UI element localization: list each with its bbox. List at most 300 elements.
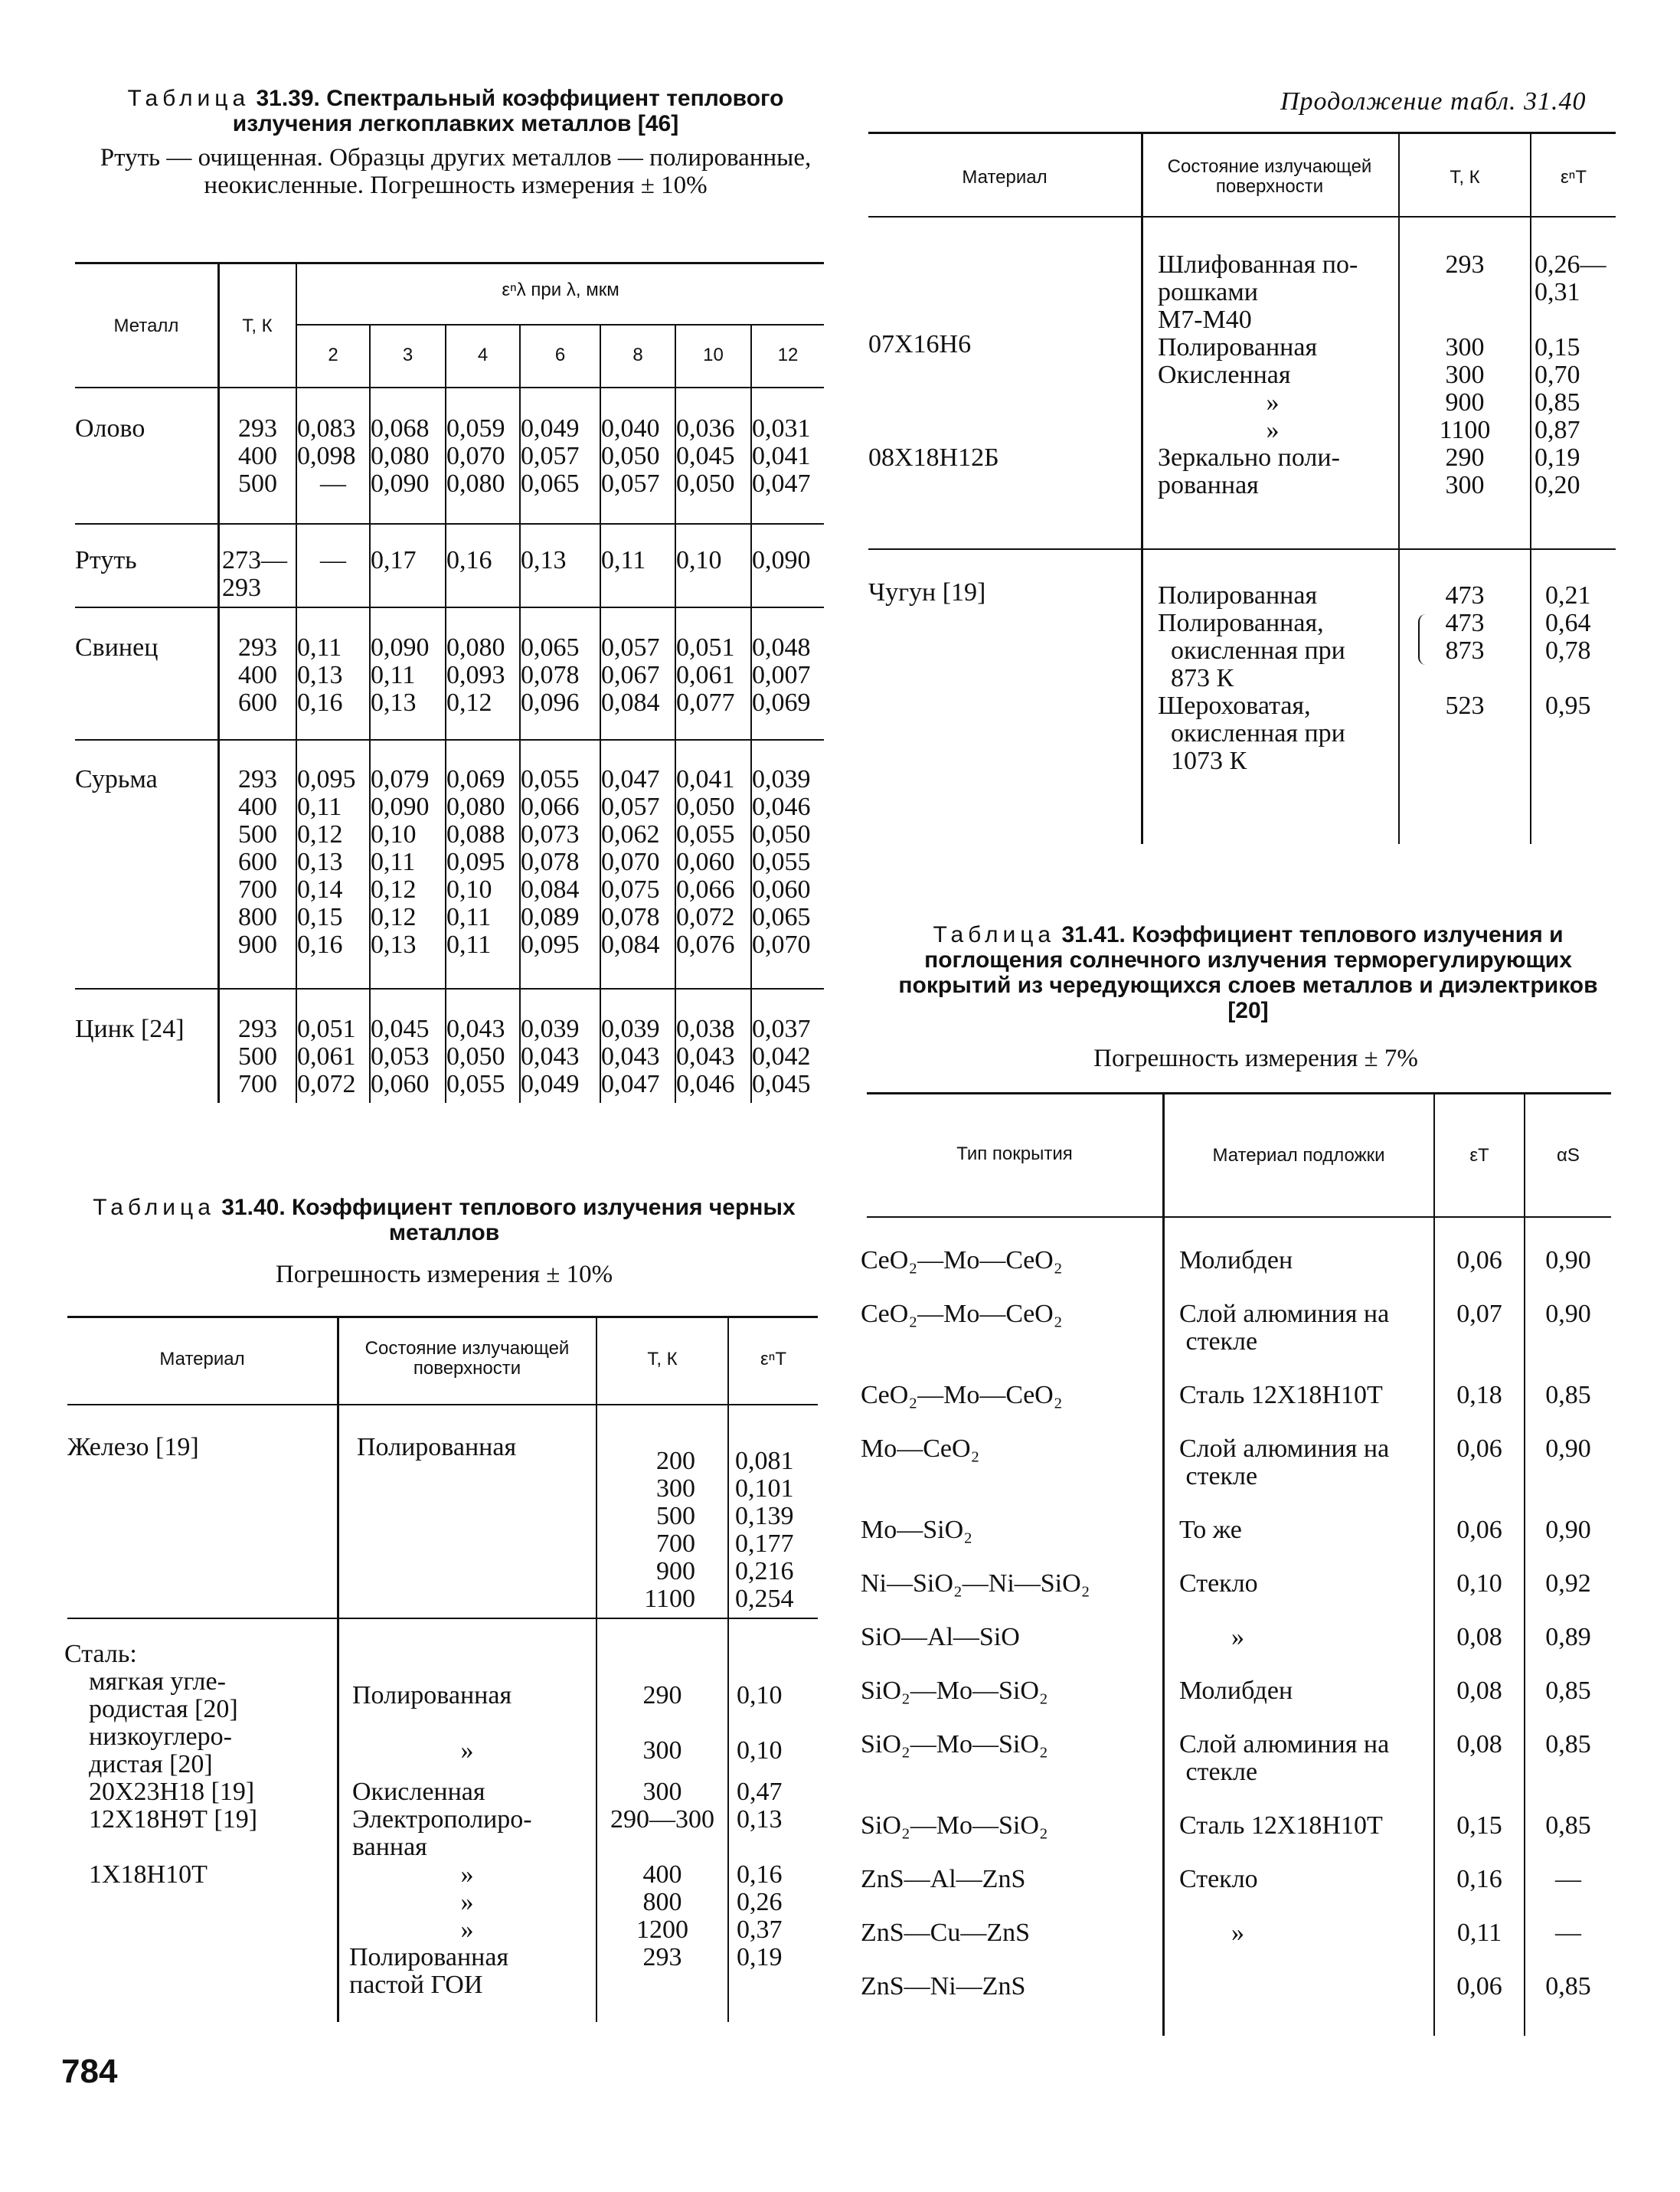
temperature-value: 300: [642, 1778, 682, 1806]
absorptivity-value: 0,92: [1545, 1569, 1591, 1598]
temperature-value: 600: [238, 848, 277, 876]
temperature-value: 293: [238, 1015, 277, 1043]
surface-state: »: [1266, 388, 1280, 417]
coating-type: Ni—SiO₂—Ni—SiO₂: [861, 1569, 1090, 1598]
metal-name: Сурьма: [75, 765, 158, 793]
emissivity-value: 0,13: [371, 689, 417, 717]
emissivity-value: 0,061: [297, 1042, 356, 1071]
emissivity-value: 0,083: [297, 414, 356, 443]
coating-type: ZnS—Ni—ZnS: [861, 1972, 1026, 2001]
emissivity-value: 0,045: [752, 1070, 811, 1098]
emissivity-value: 0,066: [676, 875, 735, 904]
t40-header-rule: [67, 1404, 818, 1405]
emissivity-value: 0,051: [297, 1015, 356, 1043]
emissivity-value: 0,079: [371, 765, 430, 793]
table-31-39-caption: [77, 86, 835, 136]
table-31-40-label: Таблица: [93, 1195, 215, 1220]
emissivity-value: 0,073: [521, 820, 580, 849]
temperature-value: 300: [1445, 471, 1485, 499]
t39-header-wl: 12: [777, 345, 799, 365]
coating-type: CeO₂—Mo—CeO₂: [861, 1300, 1063, 1328]
temperature-value: 300: [1445, 361, 1485, 389]
surface-state: »: [460, 1860, 474, 1889]
t40c-header-rule: [868, 216, 1616, 218]
table-31-41-title: 31.41. Коэффициент теплового излучения и поглощения солнечного излучения терморегулирующих покрытий из чередующихся слоев металлов и диэлектриков [20]: [898, 922, 1598, 1023]
surface-state: »: [1266, 416, 1280, 444]
absorptivity-value: 0,90: [1545, 1435, 1591, 1463]
surface-state: Окисленная: [1158, 361, 1291, 389]
t40-col-rule: [727, 1317, 729, 2022]
material-name: 07Х16Н6: [868, 330, 972, 358]
t39-header-eps: εⁿλ при λ, мкм: [502, 280, 619, 300]
metal-name: Свинец: [75, 633, 159, 662]
temperature-value: 293: [642, 1943, 682, 1971]
absorptivity-value: 0,90: [1545, 1516, 1591, 1544]
emissivity-value: 0,080: [446, 633, 505, 662]
emissivity-value: 0,049: [521, 1070, 580, 1098]
material-name: 12Х18Н9Т [19]: [89, 1805, 258, 1834]
emissivity-value: 0,06: [1456, 1516, 1502, 1544]
emissivity-value: 0,10: [446, 875, 492, 904]
t40-col-rule: [337, 1317, 339, 2022]
material-name: Сталь:: [64, 1640, 137, 1668]
emissivity-value: 0,090: [752, 546, 811, 574]
emissivity-value: 0,10: [737, 1736, 783, 1765]
emissivity-value: 0,06: [1456, 1435, 1502, 1463]
substrate-material: Слой алюминия на стекле: [1179, 1300, 1390, 1356]
surface-state: Полированная, окисленная при 873 К: [1158, 609, 1345, 692]
coating-type: Mo—CeO₂: [861, 1435, 980, 1463]
t39-row-rule: [75, 739, 824, 741]
absorptivity-value: 0,90: [1545, 1300, 1591, 1328]
t40-row-rule: [67, 1618, 818, 1619]
emissivity-value: 0,066: [521, 793, 580, 821]
temperature-value: 1200: [636, 1916, 688, 1944]
temperature-value: 300: [642, 1736, 682, 1765]
surface-state: »: [460, 1916, 474, 1944]
t40-header-temp: Т, К: [647, 1349, 678, 1369]
emissivity-value: 0,11: [297, 633, 342, 662]
surface-state: Шероховатая, окисленная при 1073 К: [1158, 692, 1345, 775]
emissivity-value: 0,13: [371, 931, 417, 959]
emissivity-value: 0,076: [676, 931, 735, 959]
surface-state: Электрополиро- ванная: [352, 1805, 532, 1861]
temperature-value: 273—: [222, 546, 287, 574]
emissivity-value: 0,059: [446, 414, 505, 443]
surface-state: Окисленная: [352, 1778, 485, 1806]
emissivity-value: 0,060: [676, 848, 735, 876]
emissivity-value: 0,050: [676, 793, 735, 821]
temperature-value: 700: [238, 875, 277, 904]
emissivity-value: 0,043: [676, 1042, 735, 1071]
emissivity-value: 0,95: [1545, 692, 1591, 720]
t39-row-rule: [75, 523, 824, 525]
emissivity-value: 0,16: [446, 546, 492, 574]
emissivity-value: 0,049: [521, 414, 580, 443]
t40c-col-rule: [1530, 133, 1531, 844]
emissivity-value: 0,37: [737, 1916, 783, 1944]
emissivity-value: 0,15: [297, 903, 343, 931]
emissivity-value: 0,061: [676, 661, 735, 689]
t41-col-rule: [1433, 1094, 1435, 2036]
substrate-material: »: [1231, 1623, 1244, 1651]
t41-header-type: Тип покрытия: [956, 1143, 1073, 1164]
t39-header-rule: [75, 387, 824, 388]
emissivity-value: 0,101: [735, 1474, 794, 1503]
emissivity-value: 0,254: [735, 1585, 794, 1613]
emissivity-value: 0,06: [1456, 1246, 1502, 1274]
emissivity-value: 0,075: [601, 875, 660, 904]
emissivity-value: 0,081: [735, 1447, 794, 1475]
temperature-value: 400: [238, 793, 277, 821]
emissivity-value: 0,87: [1535, 416, 1580, 444]
material-name: 20Х23Н18 [19]: [89, 1778, 255, 1806]
surface-state: »: [460, 1736, 474, 1765]
emissivity-value: 0,047: [752, 469, 811, 498]
emissivity-value: 0,080: [446, 469, 505, 498]
emissivity-value: 0,057: [601, 469, 660, 498]
absorptivity-value: 0,85: [1545, 1677, 1591, 1705]
emissivity-value: 0,12: [371, 875, 417, 904]
emissivity-value: 0,11: [297, 793, 342, 821]
metal-name: Ртуть: [75, 546, 137, 574]
page-number: 784: [61, 2053, 118, 2090]
emissivity-value: 0,045: [676, 442, 735, 470]
substrate-material: Сталь 12Х18Н10Т: [1179, 1811, 1383, 1840]
substrate-material: Слой алюминия на стекле: [1179, 1435, 1390, 1490]
emissivity-value: 0,047: [601, 765, 660, 793]
emissivity-value: 0,047: [601, 1070, 660, 1098]
t39-header-wl: 10: [703, 345, 724, 365]
t39-header-wl: 4: [477, 345, 489, 365]
temperature-value: 293: [238, 633, 277, 662]
temperature-value: 293: [222, 574, 261, 602]
temperature-value: 500: [238, 469, 277, 498]
emissivity-value: 0,078: [521, 848, 580, 876]
emissivity-value: 0,042: [752, 1042, 811, 1071]
emissivity-value: 0,072: [297, 1070, 356, 1098]
emissivity-value: 0,031: [752, 414, 811, 443]
emissivity-value: 0,069: [752, 689, 811, 717]
temperature-value: 500: [656, 1502, 695, 1530]
temperature-value: 293: [238, 765, 277, 793]
emissivity-value: 0,048: [752, 633, 811, 662]
emissivity-value: 0,055: [446, 1070, 505, 1098]
emissivity-value: 0,10: [371, 820, 417, 849]
temperature-value: 290—300: [610, 1805, 714, 1834]
t40-header-state: Состояние излучающей поверхности: [364, 1338, 570, 1379]
coating-type: SiO₂—Mo—SiO₂: [861, 1811, 1048, 1840]
t41-top-rule: [867, 1092, 1611, 1094]
coating-type: ZnS—Al—ZnS: [861, 1865, 1026, 1893]
emissivity-value: 0,057: [521, 442, 580, 470]
coating-type: SiO₂—Mo—SiO₂: [861, 1677, 1048, 1705]
emissivity-value: 0,11: [371, 661, 416, 689]
emissivity-value: 0,08: [1456, 1623, 1502, 1651]
temperature-value: 900: [656, 1557, 695, 1585]
emissivity-value: 0,093: [446, 661, 505, 689]
emissivity-value: 0,068: [371, 414, 430, 443]
t40-top-rule: [67, 1316, 818, 1318]
emissivity-value: 0,070: [752, 931, 811, 959]
emissivity-value: 0,17: [371, 546, 417, 574]
coating-type: CeO₂—Mo—CeO₂: [861, 1246, 1063, 1274]
material-name: 08Х18Н12Б: [868, 443, 999, 472]
emissivity-value: 0,043: [446, 1015, 505, 1043]
emissivity-value: 0,080: [446, 793, 505, 821]
t40-header-eps: εⁿT: [760, 1349, 787, 1369]
emissivity-value: 0,12: [371, 903, 417, 931]
emissivity-value: 0,070: [446, 442, 505, 470]
temperature-value: 400: [238, 442, 277, 470]
emissivity-value: 0,080: [371, 442, 430, 470]
emissivity-value: 0,090: [371, 793, 430, 821]
emissivity-value: 0,13: [737, 1805, 783, 1834]
emissivity-value: 0,055: [752, 848, 811, 876]
coating-type: CeO₂—Mo—CeO₂: [861, 1381, 1063, 1409]
temperature-value: 290: [1445, 443, 1485, 472]
t40c-col-rule: [1141, 133, 1143, 844]
emissivity-value: 0,10: [676, 546, 722, 574]
temperature-value: 800: [642, 1888, 682, 1916]
absorptivity-value: 0,89: [1545, 1623, 1591, 1651]
t40c-header-state: Состояние излучающей поверхности: [1167, 156, 1372, 197]
emissivity-value: 0,26: [737, 1888, 783, 1916]
table-31-40-note: Погрешность измерения ± 10%: [275, 1261, 613, 1288]
emissivity-value: 0,077: [676, 689, 735, 717]
temperature-value: 500: [238, 1042, 277, 1071]
material-name: 1Х18Н10Т: [89, 1860, 208, 1889]
emissivity-value: 0,10: [737, 1681, 783, 1709]
absorptivity-value: 0,85: [1545, 1811, 1591, 1840]
emissivity-value: 0,084: [601, 689, 660, 717]
emissivity-value: 0,069: [446, 765, 505, 793]
surface-state: Полированная: [357, 1433, 517, 1461]
emissivity-value: 0,072: [676, 903, 735, 931]
coating-type: SiO₂—Mo—SiO₂: [861, 1730, 1048, 1759]
emissivity-value: 0,16: [737, 1860, 783, 1889]
emissivity-value: 0,039: [601, 1015, 660, 1043]
emissivity-value: 0,065: [521, 633, 580, 662]
temperature-value: 700: [656, 1529, 695, 1558]
emissivity-value: 0,050: [446, 1042, 505, 1071]
emissivity-value: 0,065: [752, 903, 811, 931]
emissivity-value: 0,095: [297, 765, 356, 793]
table-31-39-note: Ртуть — очищенная. Образцы других металлов — полированные, неокисленные. Погрешность измерения ± 10%: [100, 144, 812, 199]
emissivity-value: 0,095: [446, 848, 505, 876]
absorptivity-value: 0,85: [1545, 1730, 1591, 1759]
emissivity-value: 0,078: [521, 661, 580, 689]
temperature-value: 523: [1445, 692, 1485, 720]
emissivity-value: 0,039: [752, 765, 811, 793]
emissivity-value: 0,050: [752, 820, 811, 849]
emissivity-value: 0,007: [752, 661, 811, 689]
emissivity-value: 0,096: [521, 689, 580, 717]
emissivity-value: 0,055: [521, 765, 580, 793]
emissivity-value: 0,070: [601, 848, 660, 876]
emissivity-value: 0,216: [735, 1557, 794, 1585]
emissivity-value: 0,039: [521, 1015, 580, 1043]
emissivity-value: 0,19: [737, 1943, 783, 1971]
emissivity-value: 0,16: [297, 689, 343, 717]
t40c-top-rule: [868, 132, 1616, 134]
temperature-value: 293: [1445, 250, 1485, 279]
t40c-header-material: Материал: [962, 167, 1048, 188]
emissivity-value: 0,26— 0,31: [1535, 250, 1606, 306]
emissivity-value: 0,041: [676, 765, 735, 793]
emissivity-value: 0,089: [521, 903, 580, 931]
emissivity-value: —: [320, 469, 346, 498]
material-name: Железо [19]: [67, 1433, 199, 1461]
absorptivity-value: 0,85: [1545, 1381, 1591, 1409]
surface-state: Полированная: [1158, 333, 1318, 362]
emissivity-value: 0,043: [521, 1042, 580, 1071]
emissivity-value: 0,090: [371, 469, 430, 498]
substrate-material: То же: [1179, 1516, 1242, 1544]
substrate-material: Молибден: [1179, 1246, 1293, 1274]
t41-header-substrate: Материал подложки: [1212, 1145, 1385, 1166]
t39-subheader-rule: [297, 324, 824, 326]
t41-header-rule: [867, 1216, 1611, 1218]
brace-glyph: [1418, 614, 1429, 665]
coating-type: ZnS—Cu—ZnS: [861, 1919, 1031, 1947]
substrate-material: Молибден: [1179, 1677, 1293, 1705]
emissivity-value: 0,088: [446, 820, 505, 849]
emissivity-value: 0,062: [601, 820, 660, 849]
t39-row-rule: [75, 988, 824, 990]
t41-col-rule: [1524, 1094, 1525, 2036]
absorptivity-value: 0,85: [1545, 1972, 1591, 2001]
emissivity-value: 0,067: [601, 661, 660, 689]
coating-type: SiO—Al—SiO: [861, 1623, 1020, 1651]
t40c-header-eps: εⁿT: [1560, 167, 1587, 188]
t39-header-wl: 2: [328, 345, 338, 365]
emissivity-value: 0,11: [1456, 1919, 1502, 1947]
surface-state: Зеркально поли- рованная: [1158, 443, 1340, 499]
t40c-row-rule: [868, 548, 1616, 550]
emissivity-value: 0,038: [676, 1015, 735, 1043]
table-31-41-label: Таблица: [933, 922, 1056, 947]
emissivity-value: 0,16: [297, 931, 343, 959]
emissivity-value: 0,07: [1456, 1300, 1502, 1328]
emissivity-value: 0,19: [1535, 443, 1580, 472]
surface-state: Шлифованная по- рошками М7-М40: [1158, 250, 1358, 334]
t39-header-temp: Т, К: [242, 316, 273, 336]
table-31-41-note: Погрешность измерения ± 7%: [1093, 1045, 1418, 1072]
table-31-39-label: Таблица: [127, 86, 250, 111]
emissivity-value: 0,090: [371, 633, 430, 662]
emissivity-value: 0,055: [676, 820, 735, 849]
t39-top-rule: [75, 262, 824, 264]
emissivity-value: 0,046: [676, 1070, 735, 1098]
emissivity-value: 0,045: [371, 1015, 430, 1043]
emissivity-value: 0,16: [1456, 1865, 1502, 1893]
emissivity-value: —: [320, 546, 346, 574]
emissivity-value: 0,08: [1456, 1730, 1502, 1759]
t41-header-alpha: αS: [1557, 1145, 1580, 1166]
metal-name: Цинк [24]: [75, 1015, 185, 1043]
emissivity-value: 0,040: [601, 414, 660, 443]
table-31-40-title: 31.40. Коэффициент теплового излучения черных металлов: [214, 1195, 796, 1245]
emissivity-value: 0,06: [1456, 1972, 1502, 2001]
absorptivity-value: —: [1555, 1865, 1581, 1893]
emissivity-value: 0,046: [752, 793, 811, 821]
emissivity-value: 0,64 0,78: [1545, 609, 1591, 665]
emissivity-value: 0,13: [521, 546, 567, 574]
temperature-value: 700: [238, 1070, 277, 1098]
absorptivity-value: —: [1555, 1919, 1581, 1947]
emissivity-value: 0,065: [521, 469, 580, 498]
t39-header-wl: 3: [402, 345, 413, 365]
emissivity-value: 0,060: [371, 1070, 430, 1098]
temperature-value: 900: [238, 931, 277, 959]
emissivity-value: 0,139: [735, 1502, 794, 1530]
material-name: низкоуглеро- дистая [20]: [89, 1723, 232, 1778]
surface-state: »: [460, 1888, 474, 1916]
temperature-value: 400: [642, 1860, 682, 1889]
absorptivity-value: 0,90: [1545, 1246, 1591, 1274]
table-31-40-caption: [84, 1195, 804, 1245]
emissivity-value: 0,15: [1456, 1811, 1502, 1840]
t41-col-rule: [1162, 1094, 1165, 2036]
emissivity-value: 0,098: [297, 442, 356, 470]
emissivity-value: 0,078: [601, 903, 660, 931]
material-name: мягкая угле- родистая [20]: [89, 1667, 238, 1723]
emissivity-value: 0,053: [371, 1042, 430, 1071]
temperature-value: 500: [238, 820, 277, 849]
temperature-value: 290: [642, 1681, 682, 1709]
emissivity-value: 0,084: [601, 931, 660, 959]
temperature-value: 293: [238, 414, 277, 443]
emissivity-value: 0,12: [297, 820, 343, 849]
emissivity-value: 0,11: [601, 546, 646, 574]
emissivity-value: 0,11: [446, 931, 492, 959]
temperature-value: 1100: [644, 1585, 695, 1613]
table-31-41-caption: [881, 922, 1616, 1023]
emissivity-value: 0,47: [737, 1778, 783, 1806]
emissivity-value: 0,13: [297, 661, 343, 689]
substrate-material: Слой алюминия на стекле: [1179, 1730, 1390, 1786]
emissivity-value: 0,11: [446, 903, 492, 931]
emissivity-value: 0,050: [676, 469, 735, 498]
surface-state: Полированная: [1158, 581, 1318, 610]
temperature-value: 300: [1445, 333, 1485, 362]
substrate-material: Стекло: [1179, 1865, 1258, 1893]
emissivity-value: 0,18: [1456, 1381, 1502, 1409]
temperature-value: 900: [1445, 388, 1485, 417]
emissivity-value: 0,14: [297, 875, 343, 904]
surface-state: Полированная пастой ГОИ: [349, 1943, 509, 1999]
emissivity-value: 0,85: [1535, 388, 1580, 417]
emissivity-value: 0,13: [297, 848, 343, 876]
emissivity-value: 0,10: [1456, 1569, 1502, 1598]
emissivity-value: 0,12: [446, 689, 492, 717]
temperature-value: 473: [1445, 581, 1485, 610]
t40c-header-temp: Т, К: [1450, 167, 1480, 188]
emissivity-value: 0,051: [676, 633, 735, 662]
temperature-value: 600: [238, 689, 277, 717]
temperature-value: 200: [656, 1447, 695, 1475]
emissivity-value: 0,041: [752, 442, 811, 470]
emissivity-value: 0,084: [521, 875, 580, 904]
temperature-value: 1100: [1439, 416, 1491, 444]
t39-row-rule: [75, 607, 824, 608]
emissivity-value: 0,095: [521, 931, 580, 959]
temperature-value: 800: [238, 903, 277, 931]
substrate-material: Сталь 12Х18Н10Т: [1179, 1381, 1383, 1409]
t40-header-material: Материал: [159, 1349, 245, 1369]
emissivity-value: 0,177: [735, 1529, 794, 1558]
